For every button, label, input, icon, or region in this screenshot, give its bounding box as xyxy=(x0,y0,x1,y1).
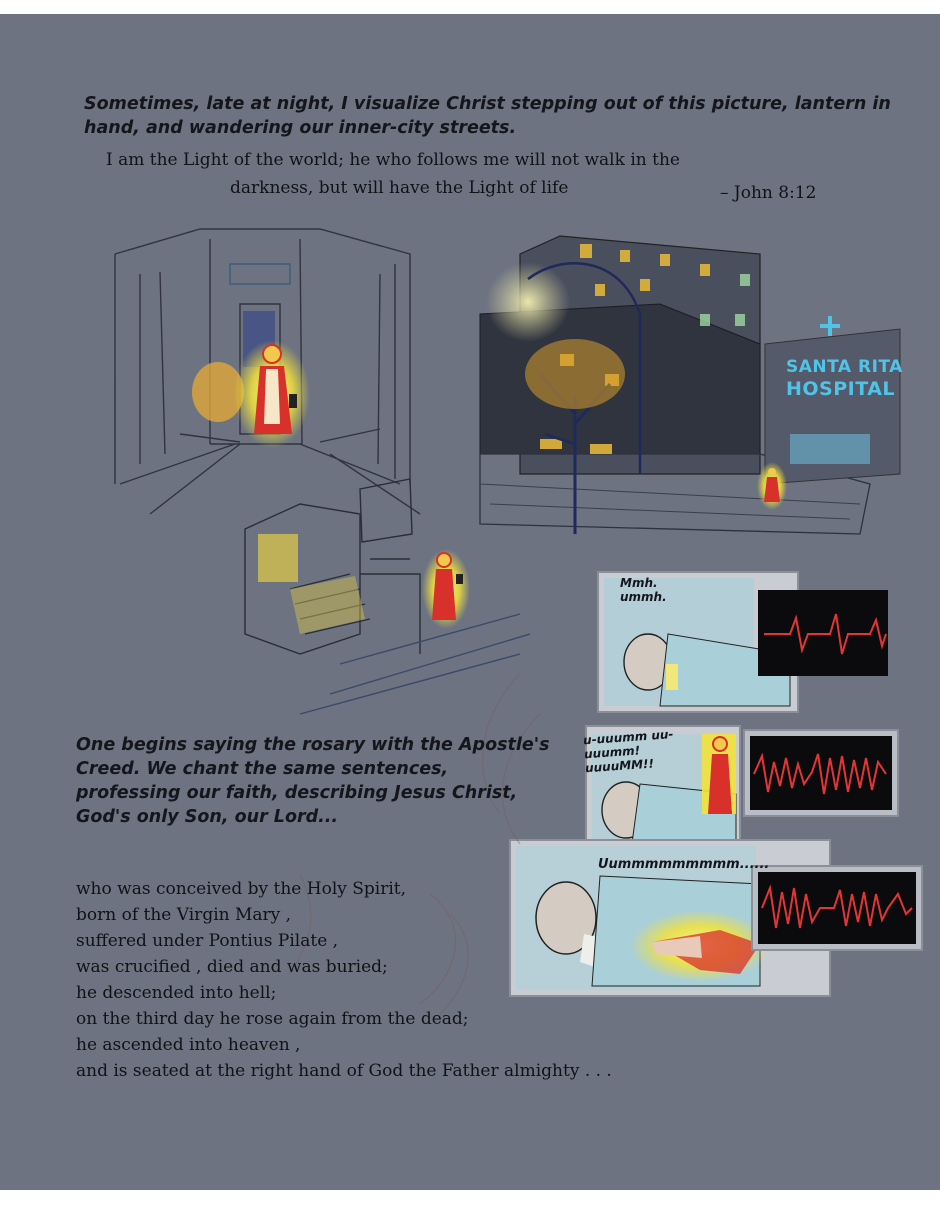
stairwell-window xyxy=(258,534,298,582)
creed-line: born of the Virgin Mary , xyxy=(76,905,292,925)
creed-line: on the third day he rose again from the dead; xyxy=(76,1009,469,1029)
creed-line: he ascended into heaven , xyxy=(76,1035,301,1055)
sound-effect-panel-1: Mmh. ummh. xyxy=(620,576,667,604)
creed-line: was crucified , died and was buried; xyxy=(76,957,388,977)
hospital-sign-line-2: HOSPITAL xyxy=(786,378,896,400)
stair-light xyxy=(290,576,365,634)
creed-line: suffered under Pontius Pilate , xyxy=(76,931,339,951)
stairwell-scene xyxy=(245,479,530,714)
narration-caption-creed: One begins saying the rosary with the Apostle's Creed. We chant the same sentences, professing our faith, describing Jesus Christ, God's only Son, our Lord... xyxy=(76,735,550,827)
scripture-line-2: darkness, but will have the Light of life xyxy=(230,178,569,198)
sound-effect-panel-3: Uummmmmmmmm...... xyxy=(598,857,770,872)
christ-figure-street xyxy=(757,462,787,510)
christ-figure-corridor xyxy=(234,340,310,448)
creed-line: he descended into hell; xyxy=(76,983,277,1003)
scripture-line-1: I am the Light of the world; he who follows me will not walk in the xyxy=(106,150,680,170)
hospital-sign xyxy=(786,356,903,400)
heart-monitor-3 xyxy=(758,872,916,944)
narration-caption-top: Sometimes, late at night, I visualize Christ stepping out of this picture, lantern in hand, and wandering our inner-city streets. xyxy=(84,94,891,138)
sound-effect-panel-2: u-uuumm uu-uuumm! uuuuMM!! xyxy=(582,727,674,776)
creed-line: who was conceived by the Holy Spirit, xyxy=(76,879,407,899)
scripture-reference: – John 8:12 xyxy=(720,183,817,203)
comic-page xyxy=(0,14,940,1190)
hospital-sign-line-1: SANTA RITA xyxy=(786,357,903,377)
christ-figure-stairs xyxy=(422,549,470,629)
creed-text xyxy=(76,876,612,1084)
creed-line: and is seated at the right hand of God the Father almighty . . . xyxy=(76,1061,612,1081)
